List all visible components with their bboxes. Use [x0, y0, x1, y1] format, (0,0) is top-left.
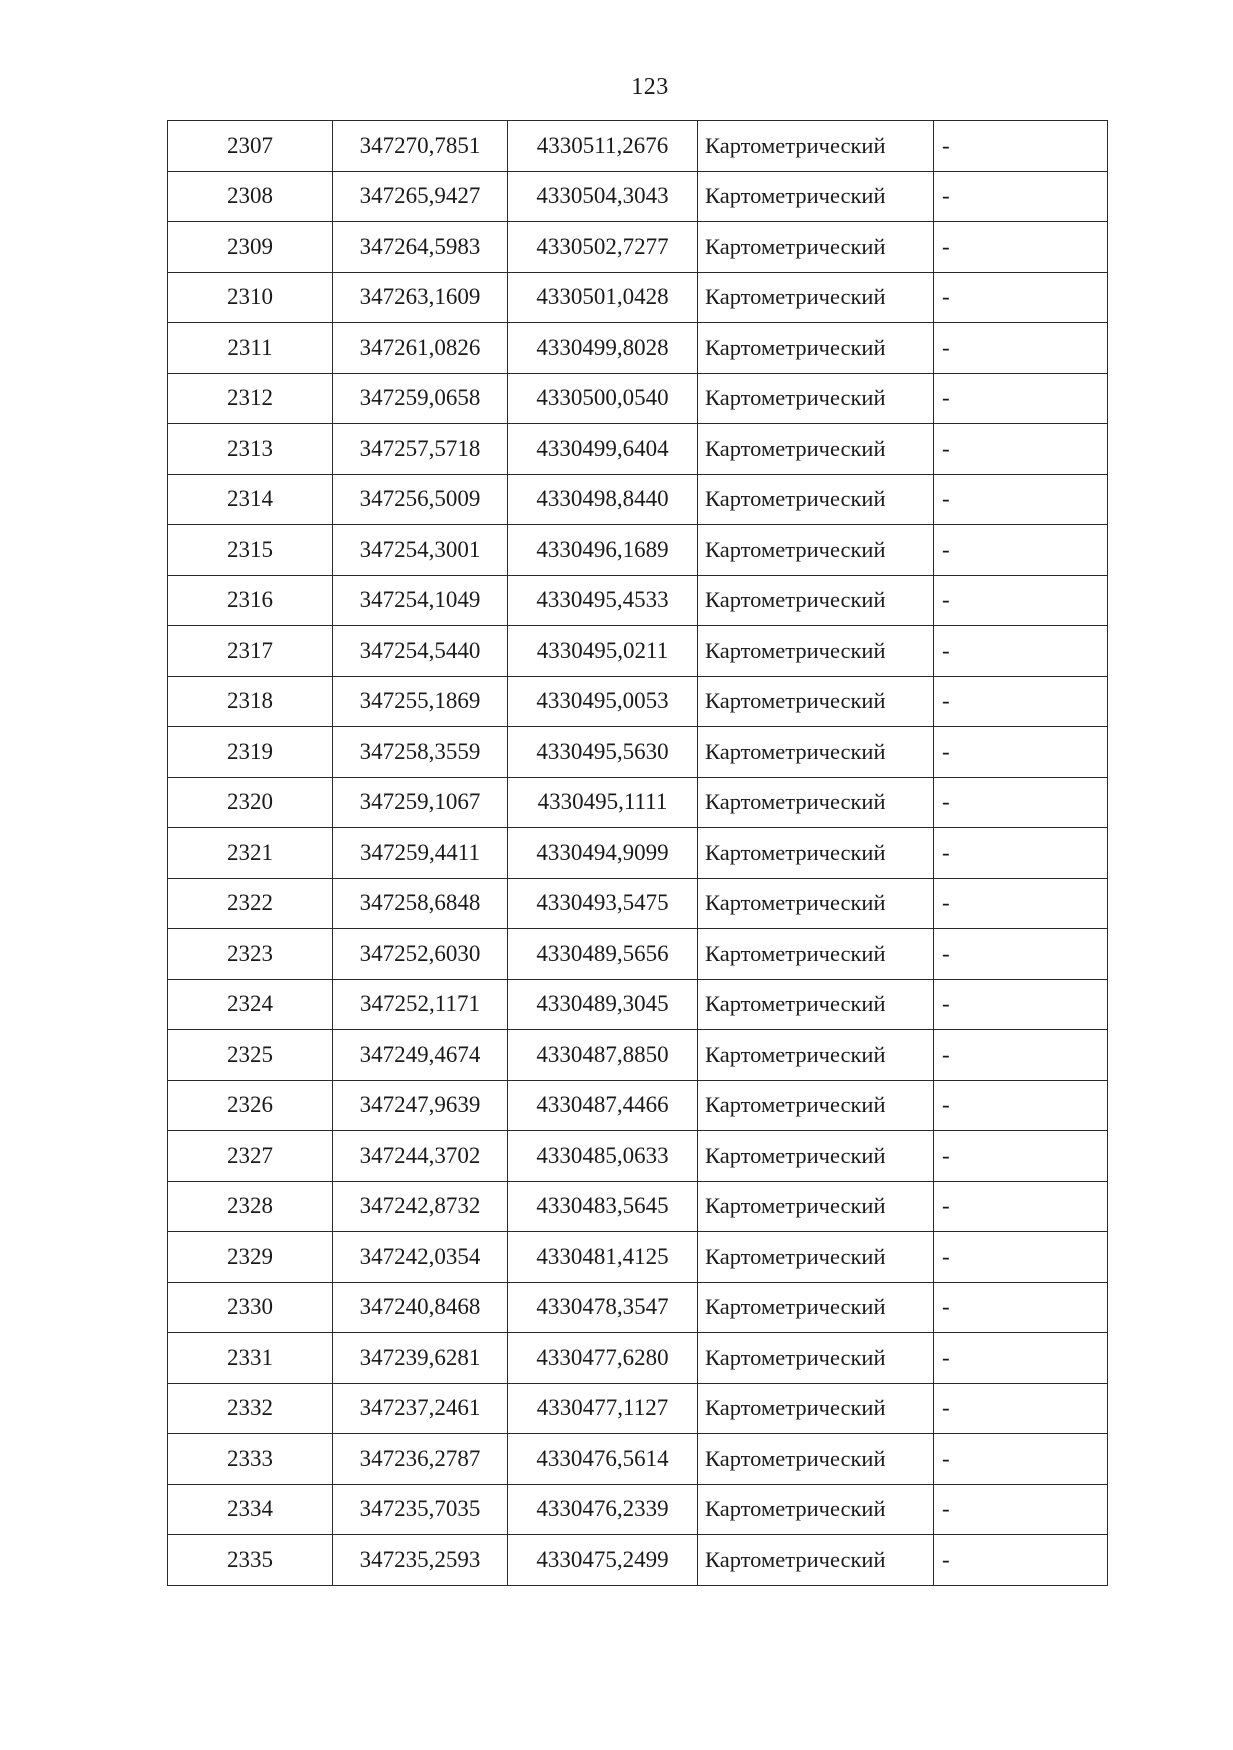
table-row	[168, 373, 1108, 424]
point-number-cell: 2314	[168, 474, 333, 525]
table-row	[168, 1484, 1108, 1535]
description-cell: -	[934, 1080, 1108, 1131]
x-coordinate-cell: 347270,7851	[333, 121, 508, 172]
x-coordinate-cell: 347242,8732	[333, 1181, 508, 1232]
point-number-cell: 2313	[168, 424, 333, 475]
y-coordinate-cell: 4330493,5475	[508, 878, 698, 929]
description-cell: -	[934, 777, 1108, 828]
method-cell: Картометрический	[698, 474, 934, 525]
x-coordinate-cell: 347256,5009	[333, 474, 508, 525]
y-coordinate-cell: 4330487,4466	[508, 1080, 698, 1131]
y-coordinate-cell: 4330478,3547	[508, 1282, 698, 1333]
description-cell: -	[934, 1484, 1108, 1535]
table-row	[168, 272, 1108, 323]
x-coordinate-cell: 347258,3559	[333, 727, 508, 778]
description-cell: -	[934, 1030, 1108, 1081]
method-cell: Картометрический	[698, 676, 934, 727]
x-coordinate-cell: 347242,0354	[333, 1232, 508, 1283]
y-coordinate-cell: 4330495,1111	[508, 777, 698, 828]
y-coordinate-cell: 4330504,3043	[508, 171, 698, 222]
method-cell: Картометрический	[698, 171, 934, 222]
y-coordinate-cell: 4330476,5614	[508, 1434, 698, 1485]
y-coordinate-cell: 4330511,2676	[508, 121, 698, 172]
point-number-cell: 2334	[168, 1484, 333, 1535]
table-row	[168, 929, 1108, 980]
y-coordinate-cell: 4330501,0428	[508, 272, 698, 323]
y-coordinate-cell: 4330499,6404	[508, 424, 698, 475]
y-coordinate-cell: 4330498,8440	[508, 474, 698, 525]
table-row	[168, 424, 1108, 475]
point-number-cell: 2308	[168, 171, 333, 222]
x-coordinate-cell: 347237,2461	[333, 1383, 508, 1434]
method-cell: Картометрический	[698, 424, 934, 475]
description-cell: -	[934, 929, 1108, 980]
table-row	[168, 777, 1108, 828]
point-number-cell: 2333	[168, 1434, 333, 1485]
x-coordinate-cell: 347254,5440	[333, 626, 508, 677]
method-cell: Картометрический	[698, 979, 934, 1030]
description-cell: -	[934, 525, 1108, 576]
description-cell: -	[934, 474, 1108, 525]
method-cell: Картометрический	[698, 323, 934, 374]
x-coordinate-cell: 347235,2593	[333, 1535, 508, 1586]
point-number-cell: 2327	[168, 1131, 333, 1182]
table-row	[168, 474, 1108, 525]
y-coordinate-cell: 4330495,4533	[508, 575, 698, 626]
description-cell: -	[934, 1232, 1108, 1283]
method-cell: Картометрический	[698, 1131, 934, 1182]
y-coordinate-cell: 4330487,8850	[508, 1030, 698, 1081]
y-coordinate-cell: 4330477,6280	[508, 1333, 698, 1384]
method-cell: Картометрический	[698, 1080, 934, 1131]
point-number-cell: 2309	[168, 222, 333, 273]
table-row	[168, 323, 1108, 374]
description-cell: -	[934, 676, 1108, 727]
y-coordinate-cell: 4330502,7277	[508, 222, 698, 273]
method-cell: Картометрический	[698, 727, 934, 778]
description-cell: -	[934, 1535, 1108, 1586]
point-number-cell: 2330	[168, 1282, 333, 1333]
method-cell: Картометрический	[698, 525, 934, 576]
table-row	[168, 171, 1108, 222]
method-cell: Картометрический	[698, 626, 934, 677]
y-coordinate-cell: 4330477,1127	[508, 1383, 698, 1434]
description-cell: -	[934, 1282, 1108, 1333]
description-cell: -	[934, 1434, 1108, 1485]
table-row	[168, 878, 1108, 929]
table-row	[168, 626, 1108, 677]
point-number-cell: 2322	[168, 878, 333, 929]
table-row	[168, 1030, 1108, 1081]
point-number-cell: 2324	[168, 979, 333, 1030]
description-cell: -	[934, 323, 1108, 374]
table-row	[168, 1383, 1108, 1434]
x-coordinate-cell: 347252,1171	[333, 979, 508, 1030]
x-coordinate-cell: 347254,1049	[333, 575, 508, 626]
x-coordinate-cell: 347257,5718	[333, 424, 508, 475]
y-coordinate-cell: 4330489,3045	[508, 979, 698, 1030]
method-cell: Картометрический	[698, 1282, 934, 1333]
description-cell: -	[934, 878, 1108, 929]
method-cell: Картометрический	[698, 373, 934, 424]
method-cell: Картометрический	[698, 1181, 934, 1232]
method-cell: Картометрический	[698, 1383, 934, 1434]
table-row	[168, 1434, 1108, 1485]
y-coordinate-cell: 4330496,1689	[508, 525, 698, 576]
page-number: 123	[631, 74, 669, 100]
y-coordinate-cell: 4330500,0540	[508, 373, 698, 424]
point-number-cell: 2326	[168, 1080, 333, 1131]
coordinates-table	[167, 120, 1108, 1586]
point-number-cell: 2323	[168, 929, 333, 980]
coordinates-table-body	[168, 121, 1108, 1586]
x-coordinate-cell: 347239,6281	[333, 1333, 508, 1384]
y-coordinate-cell: 4330481,4125	[508, 1232, 698, 1283]
x-coordinate-cell: 347240,8468	[333, 1282, 508, 1333]
description-cell: -	[934, 121, 1108, 172]
x-coordinate-cell: 347258,6848	[333, 878, 508, 929]
method-cell: Картометрический	[698, 929, 934, 980]
x-coordinate-cell: 347264,5983	[333, 222, 508, 273]
method-cell: Картометрический	[698, 1434, 934, 1485]
y-coordinate-cell: 4330489,5656	[508, 929, 698, 980]
table-row	[168, 525, 1108, 576]
description-cell: -	[934, 979, 1108, 1030]
table-row	[168, 222, 1108, 273]
description-cell: -	[934, 1383, 1108, 1434]
point-number-cell: 2312	[168, 373, 333, 424]
x-coordinate-cell: 347265,9427	[333, 171, 508, 222]
y-coordinate-cell: 4330495,0211	[508, 626, 698, 677]
point-number-cell: 2331	[168, 1333, 333, 1384]
method-cell: Картометрический	[698, 121, 934, 172]
description-cell: -	[934, 222, 1108, 273]
point-number-cell: 2316	[168, 575, 333, 626]
table-row	[168, 1131, 1108, 1182]
description-cell: -	[934, 272, 1108, 323]
y-coordinate-cell: 4330475,2499	[508, 1535, 698, 1586]
point-number-cell: 2307	[168, 121, 333, 172]
x-coordinate-cell: 347259,0658	[333, 373, 508, 424]
description-cell: -	[934, 575, 1108, 626]
point-number-cell: 2317	[168, 626, 333, 677]
table-row	[168, 1535, 1108, 1586]
x-coordinate-cell: 347252,6030	[333, 929, 508, 980]
y-coordinate-cell: 4330485,0633	[508, 1131, 698, 1182]
point-number-cell: 2320	[168, 777, 333, 828]
description-cell: -	[934, 1131, 1108, 1182]
method-cell: Картометрический	[698, 828, 934, 879]
point-number-cell: 2329	[168, 1232, 333, 1283]
point-number-cell: 2332	[168, 1383, 333, 1434]
table-row	[168, 1080, 1108, 1131]
point-number-cell: 2325	[168, 1030, 333, 1081]
table-row	[168, 121, 1108, 172]
x-coordinate-cell: 347254,3001	[333, 525, 508, 576]
method-cell: Картометрический	[698, 1232, 934, 1283]
x-coordinate-cell: 347244,3702	[333, 1131, 508, 1182]
method-cell: Картометрический	[698, 1535, 934, 1586]
y-coordinate-cell: 4330495,0053	[508, 676, 698, 727]
table-row	[168, 1232, 1108, 1283]
y-coordinate-cell: 4330495,5630	[508, 727, 698, 778]
y-coordinate-cell: 4330499,8028	[508, 323, 698, 374]
table-row	[168, 1333, 1108, 1384]
x-coordinate-cell: 347247,9639	[333, 1080, 508, 1131]
method-cell: Картометрический	[698, 1030, 934, 1081]
method-cell: Картометрический	[698, 878, 934, 929]
x-coordinate-cell: 347259,4411	[333, 828, 508, 879]
point-number-cell: 2335	[168, 1535, 333, 1586]
method-cell: Картометрический	[698, 272, 934, 323]
point-number-cell: 2315	[168, 525, 333, 576]
point-number-cell: 2328	[168, 1181, 333, 1232]
description-cell: -	[934, 828, 1108, 879]
description-cell: -	[934, 626, 1108, 677]
table-row	[168, 575, 1108, 626]
method-cell: Картометрический	[698, 1484, 934, 1535]
x-coordinate-cell: 347259,1067	[333, 777, 508, 828]
description-cell: -	[934, 1333, 1108, 1384]
description-cell: -	[934, 171, 1108, 222]
x-coordinate-cell: 347236,2787	[333, 1434, 508, 1485]
table-row	[168, 1282, 1108, 1333]
description-cell: -	[934, 373, 1108, 424]
point-number-cell: 2318	[168, 676, 333, 727]
point-number-cell: 2319	[168, 727, 333, 778]
x-coordinate-cell: 347249,4674	[333, 1030, 508, 1081]
method-cell: Картометрический	[698, 575, 934, 626]
y-coordinate-cell: 4330476,2339	[508, 1484, 698, 1535]
table-row	[168, 828, 1108, 879]
x-coordinate-cell: 347263,1609	[333, 272, 508, 323]
description-cell: -	[934, 1181, 1108, 1232]
y-coordinate-cell: 4330483,5645	[508, 1181, 698, 1232]
description-cell: -	[934, 424, 1108, 475]
y-coordinate-cell: 4330494,9099	[508, 828, 698, 879]
table-row	[168, 727, 1108, 778]
method-cell: Картометрический	[698, 222, 934, 273]
table-row	[168, 1181, 1108, 1232]
point-number-cell: 2311	[168, 323, 333, 374]
x-coordinate-cell: 347235,7035	[333, 1484, 508, 1535]
x-coordinate-cell: 347255,1869	[333, 676, 508, 727]
table-row	[168, 979, 1108, 1030]
method-cell: Картометрический	[698, 1333, 934, 1384]
point-number-cell: 2321	[168, 828, 333, 879]
x-coordinate-cell: 347261,0826	[333, 323, 508, 374]
description-cell: -	[934, 727, 1108, 778]
method-cell: Картометрический	[698, 777, 934, 828]
point-number-cell: 2310	[168, 272, 333, 323]
table-row	[168, 676, 1108, 727]
